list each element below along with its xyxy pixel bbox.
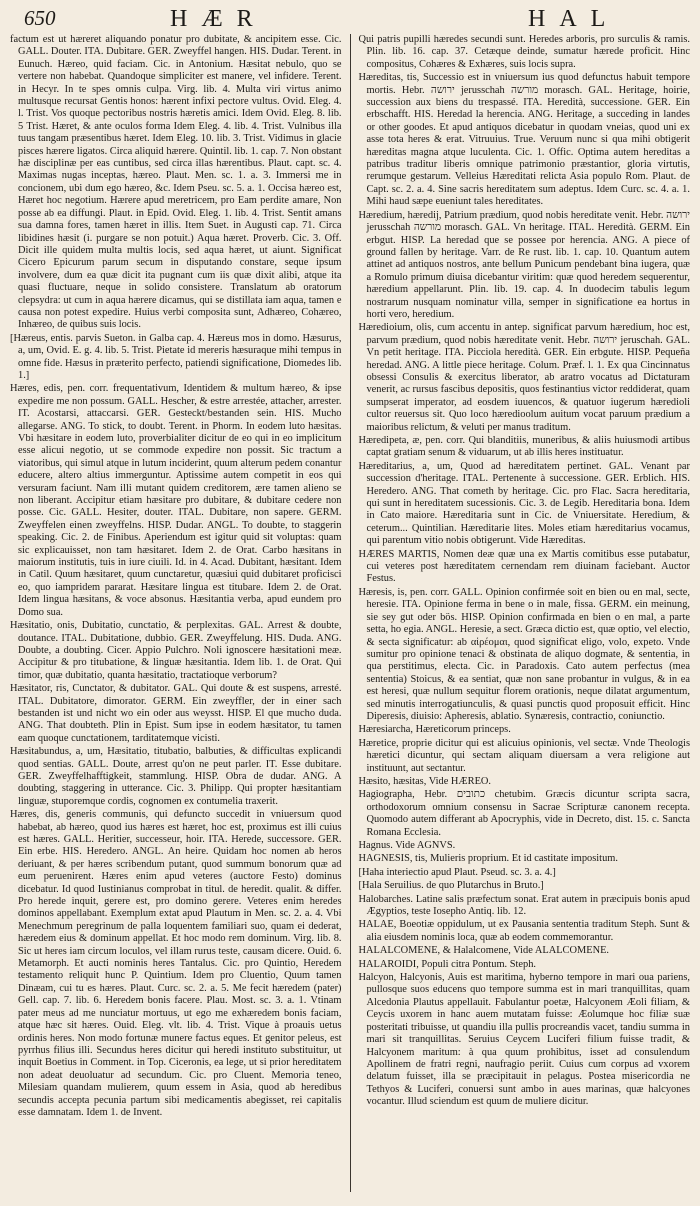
dictionary-entry: Hæsitator, ris, Cunctator, & dubitator. GAL. Qui doute & est suspens, arresté. ITAL. Dubitatore, dimorator. GERM. Ein zweyffler, der in einer sach bestanden ist und nicht wo ein oder aus weysst. HISP. El que mucho duda. ANG. That doubteth. Plin in Epist. Sum ipse in eodem hæsitator, tu tamen eam quoque cunctationem, tarditatemque vicisti. (10, 683, 342, 744)
dictionary-entry: Hæres, dis, generis communis, qui defuncto succedit in vniuersum quod habebat, ab hæreo, quod ius hæres est hæret, hoc est, proximus est illi cuius est hæres. GALL. Heritier, successeur, hoir. ITA. Herede, successore. GER. Ein erbe. HIS. Heredero. ANGL. An heire. Quidam hoc nomen ab heros deriuant, & per hæres scribendum putant, quod summum bonorum quæ ad eum peruenirent. Hæres enim apud veteres (auctore Festo) dominus dicebatur. Id quod Iustinianus comprobat in titul. de heredit. qualit. & differ. Pro herede inquit, gerere est, pro domino gerere. Veteres enim heredes dominos appellabant. Exemplum extat apud Plautum in Men. sc. 2. a. 4. Vbi Menechmum peregrinum de palla loquentem familiari suo, quam ei dederat, hæredem eius & dominum appellat. Et hoc modo rem dominum. Virg. lib. 8. Sic ut heres iam circum loculos, vel illam rurus teste, causam dicere. Ouid. 6. Metamorph. Et aucti nominis heres Tantalus. Cic. pro Quintio, Heredem testamento reliquit hunc P. Quintium. Idem pro Cluentio, Quum tamen Dinæam, cui tu es hæres. Plaut. Curc. sc. 2. a. 5. Me fecit hæredem (pater) Gell. cap. 7. lib. 6. Heredem bonis facere. Plau. Most. sc. 3. a. 1. Vtinam pater meus ad me nunciatur mortuus, ut ego me exhæredem bonis faciam, atque hæc sit hæres. Ouid. Eleg. vlt. lib. 4. Trist. Vique à proauis uetus ordinis heres. Non modo fortunæ munere factus eques. Et genitor peleus, est pyrrhus filius illi. Secundus heres dicitur qui heredi instituto substituitur, ut inquit Boetius in Comment. in Top. Ciceronis, ea lege, ut si prior hereditatem non adeat deuoluatur ad secundum. Cic. pro Cluent. Memoria teneo, Milesiam quandam mulierem, quum essem in Asia, quod ab heredibus secundis accepta pecunia partum sibi medicamentis abegisset, rei capitalis esse damnatam. Idem 1. de Invent. (10, 809, 342, 1118)
dictionary-entry: Hæresiarcha, Hæreticorum princeps. (358, 724, 511, 736)
left-column (10, 34, 348, 1192)
dictionary-entry: Hagnus. Vide AGNVS. (358, 840, 456, 851)
dictionary-entry: factum est ut hæreret aliquando ponatur pro dubitate, & ancipitem esse. Cic. GALL. Douter. ITA. Dubitare. GER. Zweyffel hangen. HIS. Dudar. Terent. in Eunuch. Hæreo, quid faciam. Cic. in Antonium. Hæsitat nebulo, quo se vertere non habebat. Quandoque simpliciter est manere, vel infidere. Terent. in Hecyr. In te spes omnis culpa. Virg. lib. 4. Multa viri virtus animo multusque recursat Gentis honos: hærent infixi pectore vultus. Ovid. Eleg. 4. l. Trist. Vos quoque pectoribus nostris hæretis amici. Idem Ovid. Eleg. 8. lib. 5 Trist. Hæret, & ante oculos forma Idem Eleg. 4. lib. 4. Trist. Vulnibus illa tuus tangam præsentibus hæret. Idem Eleg. 10. lib. 3. Trist. Vidimus in glacie pisces hærere ligatos. Circa aliquid hærere. Quintil. lib. 1. cap. 7. Non obstant hæ disciplinæ per eas cuntibus, sed circa illas hærentibus. Plaut. capt. sc. 4. Maximas nugas inceptas, hæreo. Plaut. Men. sc. 1. a. 3. Immersi me in concionem, ubi dum ego hæreo, &c. Idem Pseu. sc. 5. a. 1. Occisa hæreo est, Hæret hoc negotium. Hærere apud meretricem, pro Eam perdite amare, Non posse ab ea diffungi. Plaut. in Epid. Ovid. Eleg. 1. lib. 4. Trist. Sentit amans sua damna fores, tamen hæret in illis. Item Suet. in Augusti cap. 71. Circa libidines hæsit (i. purgare se non potuit.) Aqua hæret. Proverb. Cic. 3. Off. Dicit ille quidem multa multis locis, sed aqua hæret, ut aiunt. Significat Cicero Epicurum parum secum in disputando constare, seque ipsum involvere, dum ea quæ dicit ita pugnant cum iis quæ dixit alibi, atque ita quasi fluctuare, neque in solido consistere. Translatum ab oratorum clepsydra: ut cum in aqua hærere dicamus, qui se distillata iam aqua, tamen e causa non potest expedire. Huius verbi composita sunt, Adhæreo, Cohæreo, Inhæreo, de quibus suis locis. (10, 34, 342, 331)
dictionary-entry: Qui patris pupilli hæredes secundi sunt. Heredes arboris, pro surculis & ramis. Plin. lib. 16. cap. 37. Cetæque deinde, sumatur hærede proficit. Hinc compositus, Cohæres & Exhæres, suis locis supra. (358, 34, 690, 70)
page-number: 650 (24, 6, 56, 30)
text-columns (10, 34, 690, 1192)
running-head-left: HÆR (170, 6, 267, 32)
dictionary-entry: Halcyon, Halcyonis, Auis est maritima, hyberno tempore in mari oua pariens, pullosque suos educens quo tempore summa est in mari tranquillitas, quam Alcedonia Plautus appellauit. Fabulantur poetæ, Halcyonem Æoli filiam, & Ceycis uxorem in hanc auem mutatam fuisse: Æolumque hoc filiæ suæ posteritati tribuisse, ut quandiu illa pullis procreandis vacet, tandiu summa in mari sit tranquillitas. Seruius Ceycem Luciferi filium fuisse tradit, & Halcyonem maritum: à qua quum prohibitus, isset ad consulendum Apollinem de fratri regni, naufragio periit. Cuius cum corpus ad vxorem delatum fuisset, illa se præcipitauit in pelagus. Postea misericordia ne Tethyos & Luciferi, conuersi sunt ambo in aues marinas, quæ halcyones vocantur. Illud sciendum est quum de muliere dicitur. (358, 972, 690, 1108)
dictionary-entry: HÆRES MARTIS, Nomen deæ quæ una ex Martis comitibus esse putabatur, cui veteres post hæreditatem cernendam rem diuinam faciebant. Auctor Festus. (358, 548, 690, 585)
dictionary-entry: Hæretice, proprie dicitur qui est alicuius opinionis, vel sectæ. Vnde Theologis hæretici dicuntur, qui sectam aliquam diuersam a vera religione aut instituunt, aut sectantur. (358, 737, 690, 774)
right-column (352, 34, 690, 1192)
dictionary-entry: [Haha interiectio apud Plaut. Pseud. sc. 3. a. 4.] (358, 866, 556, 878)
dictionary-entry: Hæreditas, tis, Successio est in vniuersum ius quod defunctus habuit tempore mortis. Hebr. ירושה jerusschah מורשה morasch. GAL. Heritage, hoirie, succession aux biens du trespassé. ITA. Heredità, successione. GER. Ein erbschafft. HIS. Heredad la herencia. ANG. Heritage, a succeding in landes or other goodes. Et apud antiquos dicebatur in quodam vneias, quod uni ex asse tota heres & erat. Vitruuius. True. Veruum nunc si qua mihi obtigerit hæreditas magna atque luculenta. Cic. 1. Offic. Optima autem hereditas a patribus traditur liberis omnique patrimonio præstantior, gloria virtutis, rerumque gestarum. Velleius Hæreditati relicta Asia populo Rom. Plaut. de Capt. sc. 2. a. 4. Sine sacris hereditatem sum adeptus. Idem Curc. sc. 4. a. 1. Mihi haud sæpe eueniunt tales hereditates. (358, 72, 690, 208)
page-header (10, 4, 690, 34)
dictionary-entry: [Hæreus, entis. parvis Sueton. in Galba cap. 4. Hæreus mos in domo. Hæsurus, a, um, Ovid. E. g. 4. lib. 5. Trist. Pietate id mereris hæsuraque mihi tempus in omne fide. Hæsus in præterito perfecto, patiendi significatione, Diomedes lib. 1.] (10, 332, 342, 381)
dictionary-entry: Hæres, edis, pen. corr. frequentativum, Identidem & multum hæreo, & ipse expedire me non possum. GALL. Hescher, & estre arrestée, attacher, arrester. IT. Acostarsi, attaccarsi. GER. Gesteckt/bestanden sein. HIS. Mucho allegarse. ANG. To stick, to doubt. Terent. in Phorm. In eodem luto hæsitas. Vbi hæsitare in eodem luto, proverbialiter dicitur de eo qui in eo implicitum esse alicui negotio, ut se commode expedire non possit. Sic tractum a viatoribus, qui simul atque in lutum inciderint, quum alterum pedem conantur educere, altero altius immerguntur. Aptissime autem competit in eos qui versuram faciunt. Nam illi mutant quidem creditorem, ære tamen alieno se non liberant. Accipitur etiam hæsitare pro dubitare, & dubitare cedere non posse. Cic. GALL. Hesiter, douter. ITAL. Dubitare, non sapere. GERM. Zweyffelen einen zweyffelns. HISP. Dudar. ANGL. To doubte, to staggerin speaking. Cic. 2. de Finibus. Aperiendum est igitur quid sit voluptas: quam sic explicauisset, non tam hæsitaret. Idem 2. de Orat. Carbo hæsitans in maiorum institutis, tuis in iure ciuili. Id. in 4. Acad. Dubitant, hæsitant. Idem in Catil. Quum hæsitaret, quum cunctaretur, quæsiui quid dubitaret proficisci eo, quo iampridem pararat. Hæsitare lingua est titubare. Idem 2. de Orat. Idem lingua hæsitans, & voce absonus. Hæsitantia verba, apud eundem pro Domo sua. (10, 383, 342, 618)
dictionary-entry: HALAROIDI, Populi citra Pontum. Steph. (358, 958, 536, 970)
dictionary-entry: Hæredioium, olis, cum accentu in antep. significat parvum hæredium, hoc est, parvum prædium, quod nobis hæreditate venit. Hebr. ירושה jeruschah. GAL. Vn petit heritage. ITA. Picciola heredità. GER. Ein erbgute. HISP. Pequeña heredad. ANG. A little piece heritage. Colum. Præf. l. 1. Ex qua Cincinnatus obsessi Consulis & exercitus liberator, ab aratro vocatus ad Dictaturam venerit, ac rursus fascibus depositis, quos festinantius victor reddiderat, quam sumpserat imperator, ad eosdem iuuencos, & quatuor iugerum hæredioli cultor reuersus sit. Quo loco hæredioolum auitum vocat paruum prædium a maioribus relictum, & veluti per manus traditum. (358, 322, 690, 433)
dictionary-entry: Hæsitabundus, a, um, Hæsitatio, titubatio, balbuties, & difficultas explicandi quod sentias. GALL. Doute, arrest qu'on ne peut parler. IT. Esse dubitare. GER. Zweyffelhafftigkeit, stammlung. HISP. Obra de dudar. ANG. A doubting, staggering in utterance. Cic. 3. Philipp. Qui propter hæsitantiam linguæ, stuporemque cordis, cognomen ex contumelia traxerit. (10, 746, 342, 807)
dictionary-entry: [Hala Seruilius. de quo Plutarchus in Bruto.] (358, 880, 544, 892)
dictionary-entry: Hagiographa, Hebr. כתובים chetubim. Græcis dicuntur scripta sacra, orthodoxorum omnium consensu in Sacrae Scripturæ canonem recepta. Quomodo autem differant ab Apocryphis, vide in Decreto, dist. 15. c. Sancta Romana Ecclesia. (358, 789, 690, 838)
dictionary-entry: Hæredium, hæredij, Patrium prædium, quod nobis hereditate venit. Hebr. ירושה jerusschah מורשה morasch. GAL. Vn heritage. ITAL. Heredità. GERM. Ein erbgut. HISP. La heredad que se possee por herencia. ANG. A piece of ground fallen by heritage. Varr. de Re rust. lib. 1. cap. 10. Quantum autem attinet ad antiquos nostros, ante bellum Punicum pendebant bina iugera, quæ a Romulo primum diuisa dicebantur viritim: quæ quod heredem sequerentur, hæredium appellarunt. Plin. lib. 19. cap. 4. In duodecim tabulis legum nostrarum nusquam nominatur villa, semper in significatione ea hortus in horti vero, heredium. (358, 209, 690, 320)
dictionary-entry: Hæsitatio, onis, Dubitatio, cunctatio, & perplexitas. GAL. Arrest & doubte, doutance. ITAL. Dubitatione, dubbio. GER. Zweyffelung. HIS. Duda. ANG. Doubte, a doubting. Cicer. Appio Pulchro. Noli ignoscere hæsitationi meæ. Accipitur & pro titubatione, & linguæ hæsitantia. Idem lib. 1. de Orat. Qui timor, quæ dubitatio, quanta hæsitatio, tractatioque verborum? (10, 620, 342, 681)
dictionary-entry: HALAE, Boeotiæ oppidulum, ut ex Pausania sententia traditum Steph. Sunt & alia eiusdem nominis loca, quæ ab eodem commemorantur. (358, 919, 690, 943)
dictionary-entry: Halobarches. Latine salis præfectum sonat. Erat autem in præcipuis bonis apud Ægyptios, teste Iosepho Antiq. lib. 12. (358, 893, 690, 918)
dictionary-entry: HALALCOMENE, & Halalcomene, Vide ALALCOMENE. (358, 945, 610, 957)
dictionary-entry: HAGNESIS, tis, Mulieris proprium. Et id castitate impositum. (358, 853, 618, 865)
dictionary-entry: Hæreditarius, a, um, Quod ad hæreditatem pertinet. GAL. Venant par succession d'heritage. ITAL. Pertenente à successione. GER. Erblich. HIS. Heredero. ANG. That cometh by heritage. Cic. pro Flac. Sacra hereditaria, qui sunt in hereditatem sucessionis. Cic. 3. de Legib. Hereditaria bona. Idem in Cato maiore. Hæreditaria sunt in Cic. de Vniuersitate. Heredium, & ceterum... Quintilian. Hæreditarie lites. Moles etiam hæreditarius vocamus, qui parentum vitio nobis obtigerunt. Vide Hæreditas. (358, 460, 690, 547)
column-divider (350, 34, 351, 1192)
dictionary-entry: Hæsito, hæsitas, Vide HÆREO. (358, 775, 492, 787)
running-head-right: HAL (528, 6, 620, 32)
dictionary-entry: Hæredipeta, æ, pen. corr. Qui blanditiis, muneribus, & aliis huiusmodi artibus captat gratiam senum & viduarum, ut ab illis heres instituatur. (358, 435, 690, 459)
dictionary-entry: Hæresis, is, pen. corr. GALL. Opinion confirmée soit en bien ou en mal, secte, heresie. ITA. Opinione ferma in bene o in male, fissa. GERM. ein meinung, sie sey gut oder bös. HISP. Opinion confirmada en bien o en mal, a parte setta, ho egia. ANGL. Heresie, a sect. Græca dictio est, quæ optio, vel electio, & secta significatur: ab αἱρέομαι, quod significat eligo, volo, expeto. Vnde sumitur pro opinione tenaci & obstinata de aliquo dogmate, & sententia, in qua perstitimus, electa. Cic. in Paradoxis. Cato autem perfectus (mea sententia) Stoicus, & ea sentiat, quæ non sane probantur in vulgus, & in ea est heresi, quæ nullum sequitur florem orationis, neque dilatat argumentum, sed minutis interrogatiunculis, & quasi punctis quod proposuit efficit. Hinc Diperesis, diuisio: Apheresis, ablatio. Synæresis, contractio, coniunctio. (358, 586, 690, 722)
